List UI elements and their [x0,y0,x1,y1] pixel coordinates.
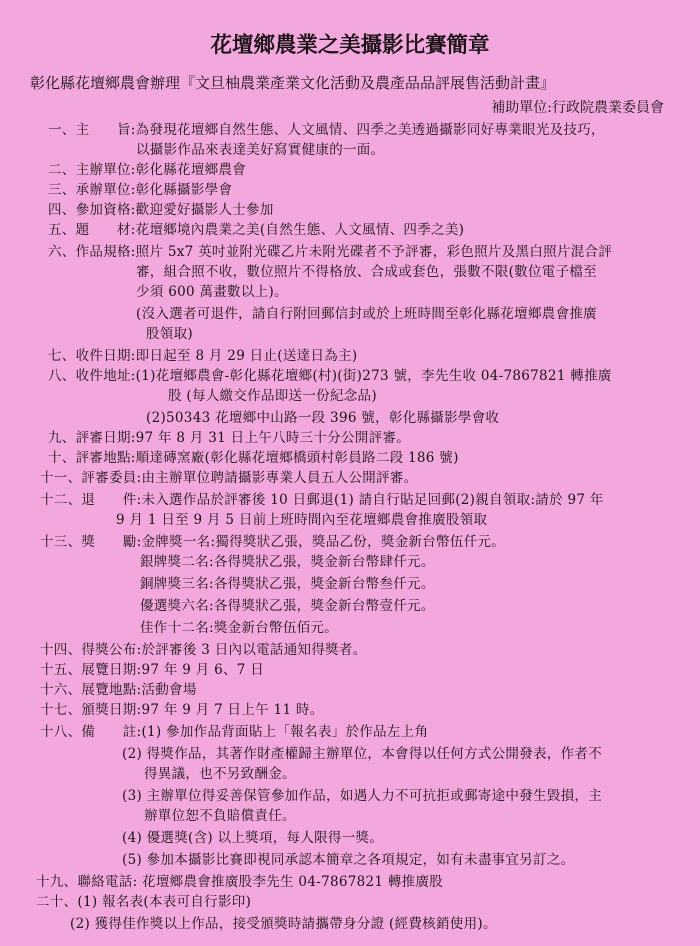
line-judging-place: 十、評審地點:順達磚窯廠(彰化縣花壇鄉橋頭村彰員路二段 186 號) [48,450,459,466]
sponsor-line: 補助單位:行政院農業委員會 [491,100,664,116]
line-judges: 十一、評審委員:由主辦單位聘請攝影專業人員五人公開評審。 [40,470,418,486]
line-return-cont: 9 月 1 日至 9 月 5 日前上班時間內至花壇鄉農會推廣股領取 [116,512,488,528]
line-coorganizer: 三、承辦單位:彰化縣攝影學會 [48,182,233,198]
line-theme: 五、題 材:花壇鄉境內農業之美(自然生態、人文風情、四季之美) [48,222,465,238]
line-appendix-1: 二十、(1) 報名表(本表可自行影印) [36,894,252,910]
line-note-2-cont: 得異議，也不另致酬金。 [144,766,296,782]
line-address: 八、收件地址:(1)花壇鄉農會-彰化縣花壇鄉(村)(街)273 號，李先生收 04-7867821 轉推廣 [48,368,612,384]
line-note-5: (5) 參加本攝影比賽即視同承認本簡章之各項規定，如有未盡事宜另訂之。 [122,852,575,868]
line-note-3-cont: 辦單位恕不負賠償責任。 [144,808,296,824]
line-address-cont: 股 (每人繳交作品即送一份紀念品) [168,388,377,404]
line-award-honorable: 佳作十二名:獎金新台幣伍佰元。 [140,620,339,636]
line-specs-cont-2: 少須 600 萬畫數以上)。 [136,284,288,300]
line-note-2: (2) 得獎作品，其著作財產權歸主辦單位，本會得以任何方式公開發表，作者不 [122,746,603,762]
line-exhibit-place: 十六、展覽地點:活動會場 [40,682,197,698]
line-address-2: (2)50343 花壇鄉中山路一段 396 號，彰化縣攝影學會收 [146,410,500,426]
line-specs-cont-1: 審，組合照不收，數位照片不得格放、合成或套色，張數不限(數位電子檔至 [136,264,597,280]
document-subtitle: 彰化縣花壇鄉農會辦理『文旦柚農業產業文化活動及農產品品評展售活動計畫』 [30,74,556,92]
line-organizer: 二、主辦單位:彰化縣花壇鄉農會 [48,162,247,178]
line-return-note-cont: 股領取) [146,326,193,342]
line-specs: 六、作品規格:照片 5x7 英吋並附光碟乙片未附光碟者不予評審，彩色照片及黑白照片混合評 [48,244,613,260]
line-note-4: (4) 優選獎(含) 以上獎項，每人限得一獎。 [122,830,384,846]
line-notes: 十八、備 註:(1) 參加作品背面貼上「報名表」於作品左上角 [40,724,429,740]
line-eligibility: 四、參加資格:歡迎愛好攝影人士參加 [48,202,274,218]
line-contact: 十九、聯絡電話: 花壇鄉農會推廣股李先生 04-7867821 轉推廣股 [36,874,444,890]
line-purpose-cont: 以攝影作品來表達美好寫實健康的一面。 [136,142,385,158]
line-award-silver: 銀牌獎二名:各得獎狀乙張，獎金新台幣肆仟元。 [140,554,435,570]
line-judging-date: 九、評審日期:97 年 8 月 31 日上午八時三十分公開評審。 [48,430,411,446]
line-award-merit: 優選獎六名:各得獎狀乙張，獎金新台幣壹仟元。 [140,598,435,614]
line-purpose: 一、主 旨:為發現花壇鄉自然生態、人文風情、四季之美透過攝影同好專業眼光及技巧， [48,122,605,138]
line-note-3: (3) 主辦單位得妥善保管參加作品，如遇人力不可抗拒或郵寄途中發生毀損，主 [122,788,603,804]
document-title: 花壇鄉農業之美攝影比賽簡章 [210,33,490,58]
line-exhibit-date: 十五、展覽日期:97 年 9 月 6、7 日 [40,662,265,678]
line-submission-date: 七、收件日期:即日起至 8 月 29 日止(送達日為主) [48,348,358,364]
line-return: 十二、退 件:未入選作品於評審後 10 日郵退(1) 請自行貼足回郵(2)親自領取:請於 97 年 [40,492,604,508]
line-return-note: (沒入選者可退件，請自行附回郵信封或於上班時間至彰化縣花壇鄉農會推廣 [136,306,597,322]
line-announcement: 十四、得獎公布:於評審後 3 日內以電話通知得獎者。 [40,642,367,658]
line-appendix-2: (2) 獲得佳作獎以上作品，接受頒獎時請攜帶身分證 (經費核銷使用)。 [70,916,497,932]
line-ceremony-date: 十七、頒獎日期:97 年 9 月 7 日上午 11 時。 [40,702,324,718]
line-awards: 十三、獎 勵:金牌獎一名:獨得獎狀乙張，獎品乙份，獎金新台幣伍仟元。 [40,534,506,550]
line-award-bronze: 銅牌獎三名:各得獎狀乙張，獎金新台幣叁仟元。 [140,576,435,592]
